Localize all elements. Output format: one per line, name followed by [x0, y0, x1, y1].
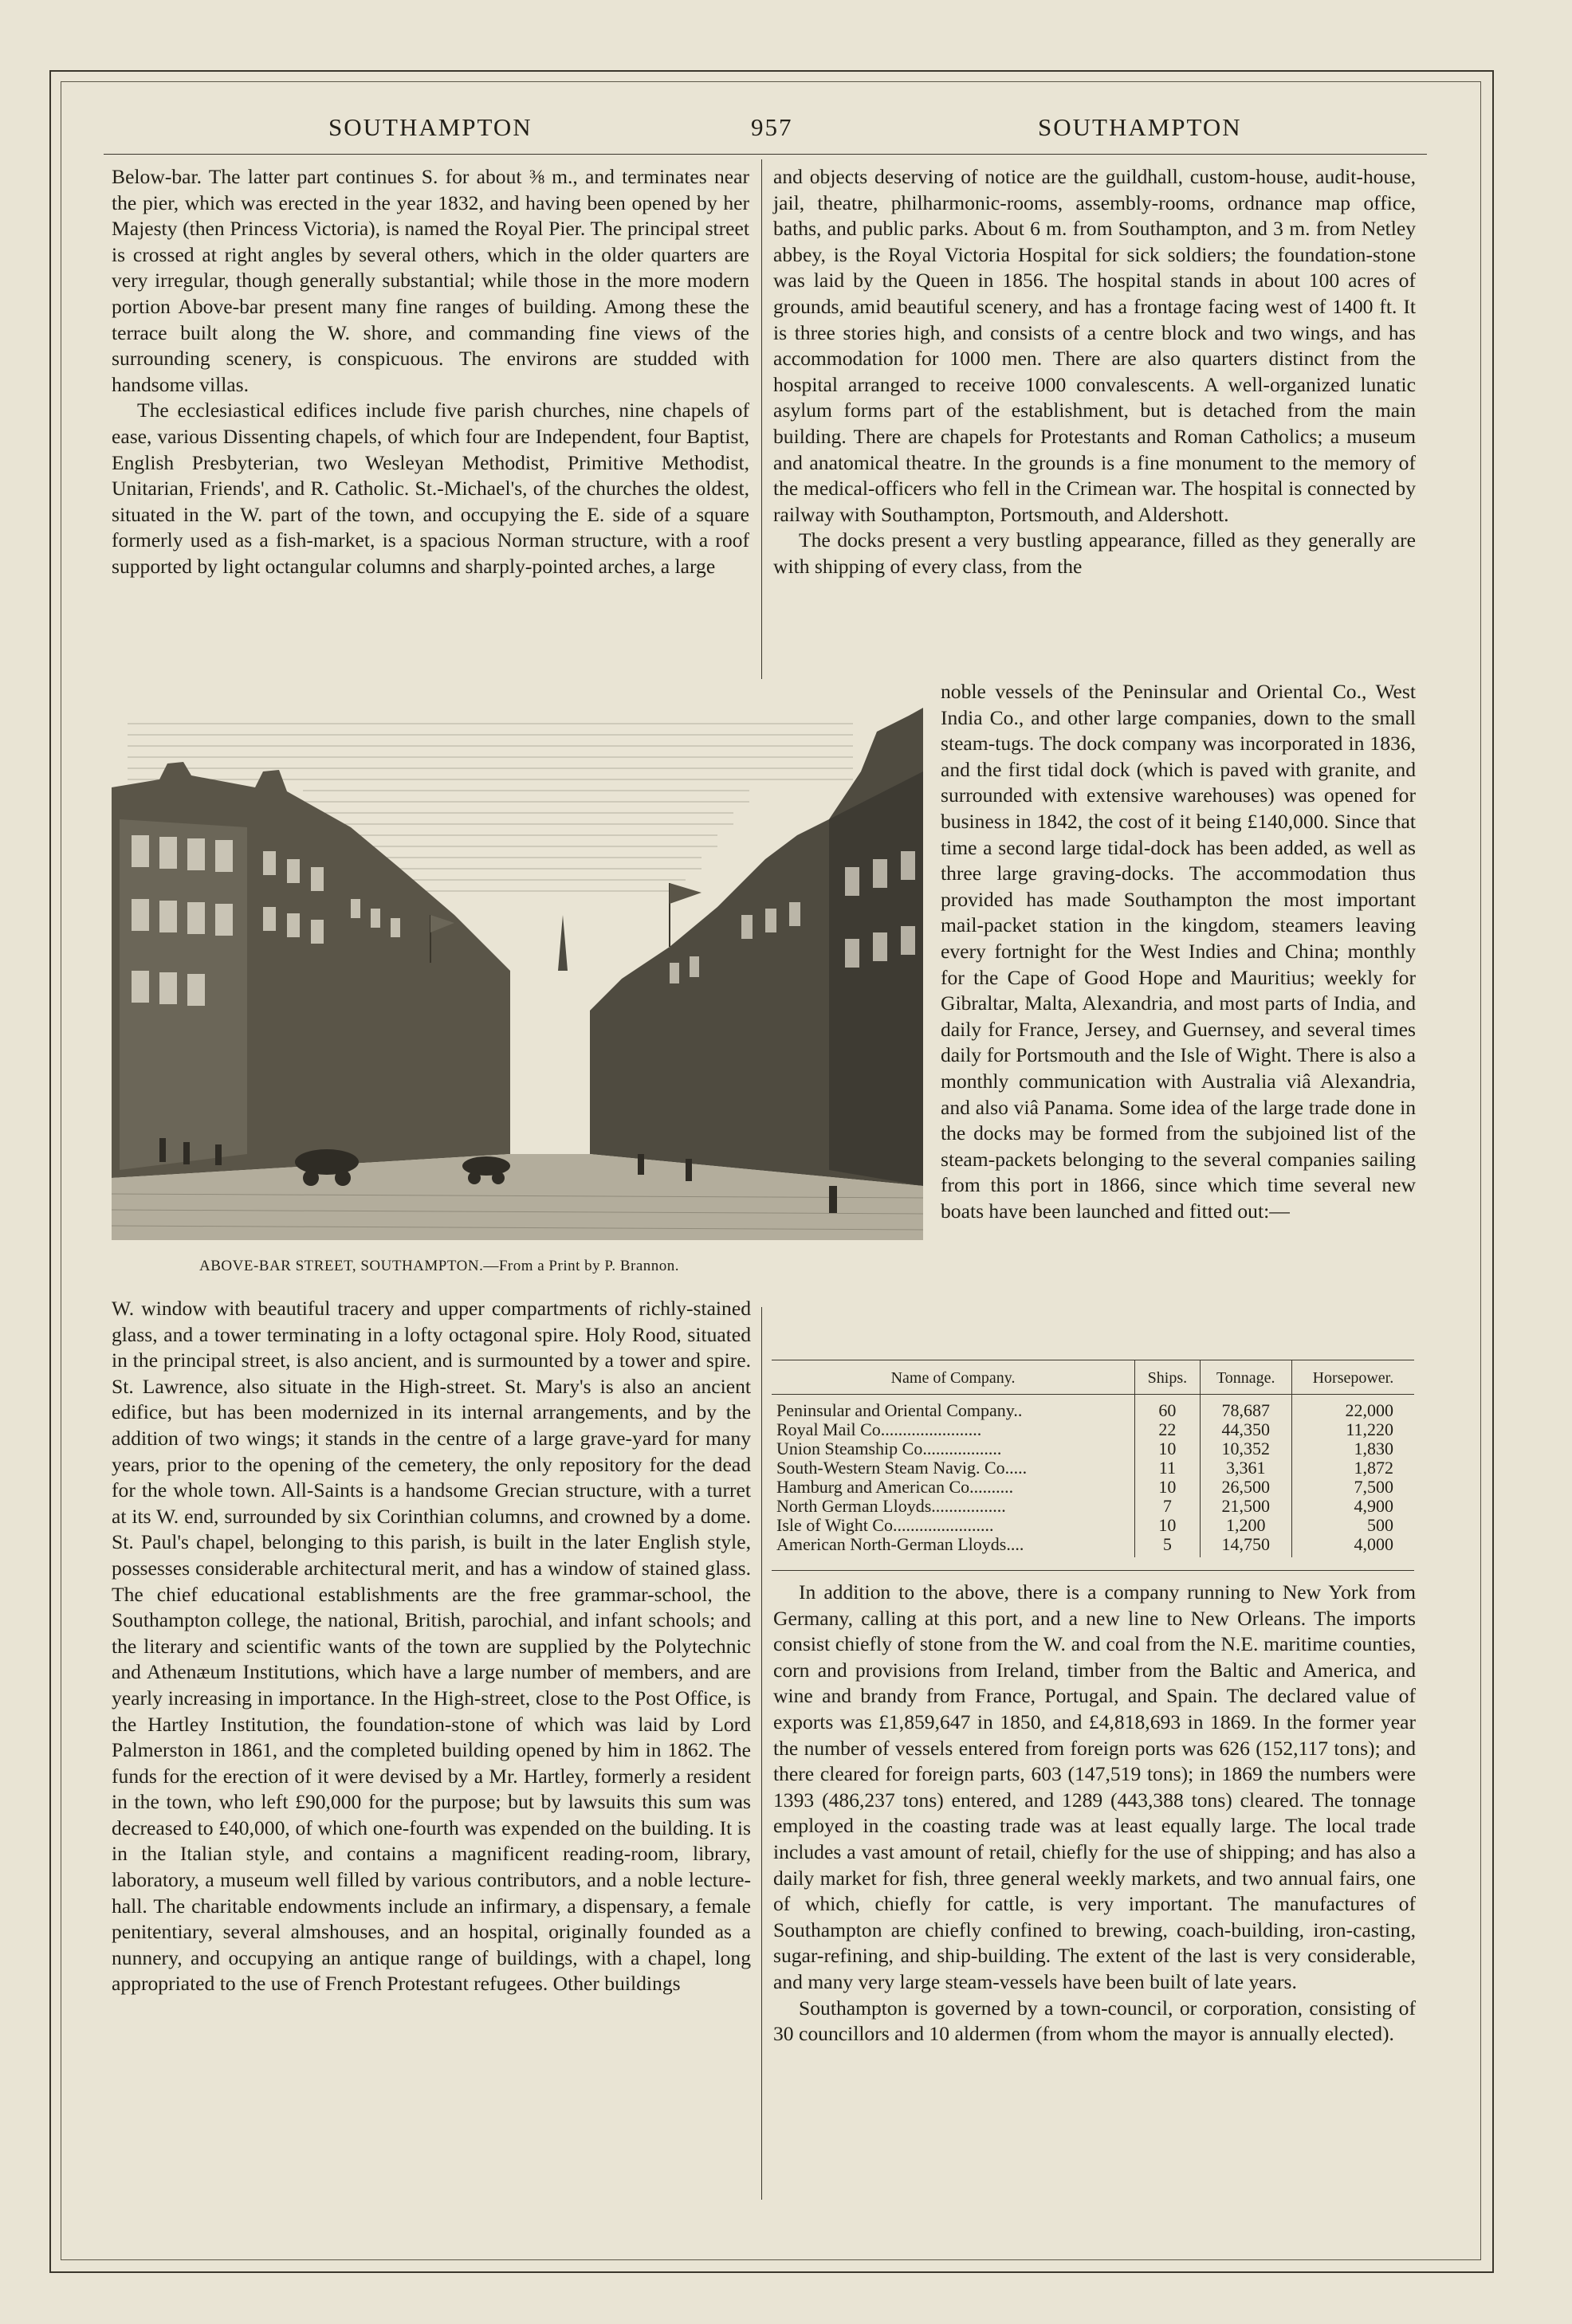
horsepower: 4,000	[1291, 1535, 1414, 1557]
tonnage: 1,200	[1200, 1516, 1291, 1535]
table-row	[772, 1395, 1414, 1421]
horsepower: 4,900	[1291, 1497, 1414, 1516]
paragraph: In addition to the above, there is a company running to New York from Germany, calling at this port, and a new line to New Orleans. The imports consist chiefly of stone from the W. and coal from the N.E. maritime counties, corn and provisions from Ireland, timber from the Baltic and America, and wine and brandy from France, Portugal, and Spain. The declared value of exports was £1,859,647 in 1850, and £4,818,693 in 1869. In the former year the number of vessels entered from foreign ports was 626 (152,117 tons); and there cleared for foreign parts, 603 (147,519 tons); in 1869 the numbers were 1393 (486,237 tons) entered, and 1289 (443,388 tons) cleared. The tonnage employed in the coasting trade was at least equally large. The local trade includes a vast amount of retail, chiefly for the use of shipping; and has also a daily market for fish, three general weekly markets, and two annual fairs, one of which, chiefly for cattle, is very important. The manufactures of Southampton are chiefly confined to brewing, coach-building, iron-casting, sugar-refining, and ship-building. The extent of the last is very considerable, and many very large steam-vessels have been built of late years.	[773, 1580, 1416, 1993]
company-name: Hamburg and American Co..........	[776, 1477, 1014, 1497]
tonnage: 14,750	[1200, 1535, 1291, 1557]
table-header-row	[772, 1360, 1414, 1395]
running-head-left: SOUTHAMPTON	[328, 113, 533, 141]
company-name: North German Lloyds.................	[776, 1496, 1006, 1516]
ships: 7	[1135, 1497, 1201, 1516]
ships: 5	[1135, 1535, 1201, 1557]
page-number: 957	[751, 113, 793, 141]
table-row	[772, 1497, 1414, 1516]
left-column-top	[112, 164, 749, 580]
col-header-ships: Ships.	[1135, 1360, 1201, 1395]
company-name: Union Steamship Co..................	[776, 1439, 1002, 1458]
table-bottom-rule	[772, 1570, 1414, 1571]
column-divider-bottom	[761, 1307, 762, 2200]
column-divider-top	[761, 159, 762, 679]
paragraph: and objects deserving of notice are the guildhall, custom-house, audit-house, jail, theatre, philharmonic-rooms, assembly-rooms, ordnance map office, baths, and public parks. About 6 m. from Southampton, and 3 m. from Netley abbey, is the Royal Victoria Hospital for sick soldiers; the foundation-stone was laid by the Queen in 1856. The hospital stands in about 100 acres of grounds, amid beautiful scenery, and has a frontage facing west of 1400 ft. It is three stories high, and consists of a centre block and two wings, and has accommodation for 1000 men. There are also quarters distinct from the hospital arranged to receive 1000 convalescents. A well-organized lunatic asylum forms part of the establishment, but is detached from the main building. There are chapels for Protestants and Roman Catholics; a museum and anatomical theatre. In the grounds is a fine monument to the memory of the medical-officers who fell in the Crimean war. The hospital is connected by railway with Southampton, Portsmouth, and Aldershott.	[773, 165, 1416, 526]
header-rule	[104, 154, 1427, 155]
horsepower: 22,000	[1291, 1395, 1414, 1421]
ships: 10	[1135, 1516, 1201, 1535]
tonnage: 44,350	[1200, 1420, 1291, 1439]
table-row	[772, 1516, 1414, 1535]
horsepower: 11,220	[1291, 1420, 1414, 1439]
paragraph: Southampton is governed by a town-council, or corporation, consisting of 30 councillors and 10 aldermen (from whom the mayor is annually elected).	[773, 1996, 1416, 2046]
ships: 11	[1135, 1458, 1201, 1478]
caption-title: ABOVE-BAR STREET, SOUTHAMPTON.	[199, 1258, 484, 1274]
company-name: Royal Mail Co.......................	[776, 1419, 982, 1439]
ships: 60	[1135, 1395, 1201, 1421]
company-name: Isle of Wight Co.......................	[776, 1515, 994, 1535]
col-header-horsepower: Horsepower.	[1291, 1360, 1414, 1395]
paragraph: noble vessels of the Peninsular and Oriental Co., West India Co., and other large companies, down to the small steam-tugs. The dock company was incorporated in 1836, and the first tidal dock (which is paved with granite, and surrounded with extensive warehouses) was opened for business in 1842, the cost of it being £140,000. Since that time a second large tidal-dock has been added, as well as three large graving-docks. The accommodation thus provided has made Southampton the most important mail-packet station in the kingdom, steamers leaving every fortnight for the West Indies and China; monthly for the Cape of Good Hope and Mauritius; weekly for Gibraltar, Malta, Alexandria, and most parts of India, and daily for France, Jersey, and Guernsey, and several times daily for Portsmouth and the Isle of Wight. There is also a monthly communication with Australia viâ Alexandria, and also viâ Panama. Some idea of the large trade done in the docks may be formed from the subjoined list of the steam-packets belonging to the several companies sailing from this port in 1866, since which time several new boats have been launched and fitted out:—	[941, 680, 1416, 1223]
col-header-tonnage: Tonnage.	[1200, 1360, 1291, 1395]
caption-source: —From a Print by P. Brannon.	[483, 1258, 680, 1274]
horsepower: 1,872	[1291, 1458, 1414, 1478]
company-name: American North-German Lloyds....	[776, 1534, 1024, 1554]
ships: 22	[1135, 1420, 1201, 1439]
table-row	[772, 1478, 1414, 1497]
street-engraving-illustration	[112, 708, 923, 1240]
horsepower: 1,830	[1291, 1439, 1414, 1458]
running-head	[112, 113, 1419, 145]
col-header-name: Name of Company.	[772, 1360, 1135, 1395]
table-row	[772, 1535, 1414, 1557]
table-row	[772, 1458, 1414, 1478]
paragraph: The ecclesiastical edifices include five parish churches, nine chapels of ease, various Dissenting chapels, of which four are Independent, four Baptist, English Presbyterian, two Wesleyan Methodist, Primitive Methodist, Unitarian, Friends', and R. Catholic. St.-Michael's, of the churches the oldest, situated in the W. part of the town, and occupying the E. side of a square formerly used as a fish-market, is a spacious Norman structure, with a roof supported by light octangular columns and sharply-pointed arches, a large	[112, 398, 749, 578]
horsepower: 500	[1291, 1516, 1414, 1535]
paragraph: The docks present a very bustling appearance, filled as they generally are with shipping of every class, from the	[773, 528, 1416, 578]
right-column-bottom	[773, 1580, 1416, 2047]
left-column-bottom	[112, 1296, 751, 1997]
tonnage: 10,352	[1200, 1439, 1291, 1458]
ships: 10	[1135, 1439, 1201, 1458]
tonnage: 78,687	[1200, 1395, 1291, 1421]
table-row	[772, 1420, 1414, 1439]
tonnage: 26,500	[1200, 1478, 1291, 1497]
right-column-top	[773, 164, 1416, 580]
illustration-caption	[199, 1258, 837, 1275]
paragraph: W. window with beautiful tracery and upper compartments of richly-stained glass, and a tower terminating in a lofty octagonal spire. Holy Rood, situated in the principal street, is also ancient, and is surmounted by a tower and spire. St. Lawrence, also situate in the High-street. St. Mary's is also an ancient edifice, but has been modernized in its internal arrangements, and by the addition of two wings; it stands in the centre of a large grave-yard for many years, prior to the opening of the cemetery, the only repository for the dead for the whole town. All-Saints is a handsome Grecian structure, with a turret at its W. end, surrounded by six Corinthian columns, and crowned by a dome. St. Paul's chapel, belonging to this parish, is built in the later English style, possesses considerable architectural merit, and has a window of stained glass. The chief educational establishments are the free grammar-school, the Southampton college, the national, British, parochial, and infant schools; and the literary and scientific wants of the town are supplied by the Polytechnic and Athenæum Institutions, which have a large number of members, and are yearly increasing in importance. In the High-street, close to the Post Office, is the Hartley Institution, the foundation-stone of which was laid by Lord Palmerston in 1861, and the completed building opened by him in 1862. The funds for the erection of it were devised by a Mr. Hartley, formerly a resident in the town, who left £90,000 for the purpose; but by lawsuits this sum was decreased to £40,000, of which one-fourth was expended on the building. It is in the Italian style, and contains a magnificent reading-room, library, laboratory, a museum well filled by various contributors, and a noble lecture-hall. The charitable endowments include an infirmary, a dispensary, a female penitentiary, several almshouses, and an hospital, originally founded as a nunnery, and occupying an antique range of buildings, with a chapel, long appropriated to the use of French Protestant refugees. Other buildings	[112, 1297, 751, 1996]
horsepower: 7,500	[1291, 1478, 1414, 1497]
paragraph: Below-bar. The latter part continues S. for about ⅜ m., and terminates near the pier, which was erected in the year 1832, and having been opened by her Majesty (then Princess Victoria), is named the Royal Pier. The principal street is crossed at right angles by several others, which in the older quarters are very irregular, though generally substantial; while those in the more modern portion Above-bar present many fine ranges of building. Among these the terrace built along the W. shore, and commanding fine views of the surrounding scenery, is conspicuous. The environs are studded with handsome villas.	[112, 165, 749, 396]
tonnage: 3,361	[1200, 1458, 1291, 1478]
ships: 10	[1135, 1478, 1201, 1497]
steam-packet-table	[772, 1360, 1414, 1557]
company-name: Peninsular and Oriental Company..	[776, 1400, 1023, 1420]
company-name: South-Western Steam Navig. Co.....	[776, 1458, 1028, 1478]
tonnage: 21,500	[1200, 1497, 1291, 1516]
table-row	[772, 1439, 1414, 1458]
running-head-right: SOUTHAMPTON	[1038, 113, 1242, 141]
right-column-wrap	[941, 679, 1416, 1224]
